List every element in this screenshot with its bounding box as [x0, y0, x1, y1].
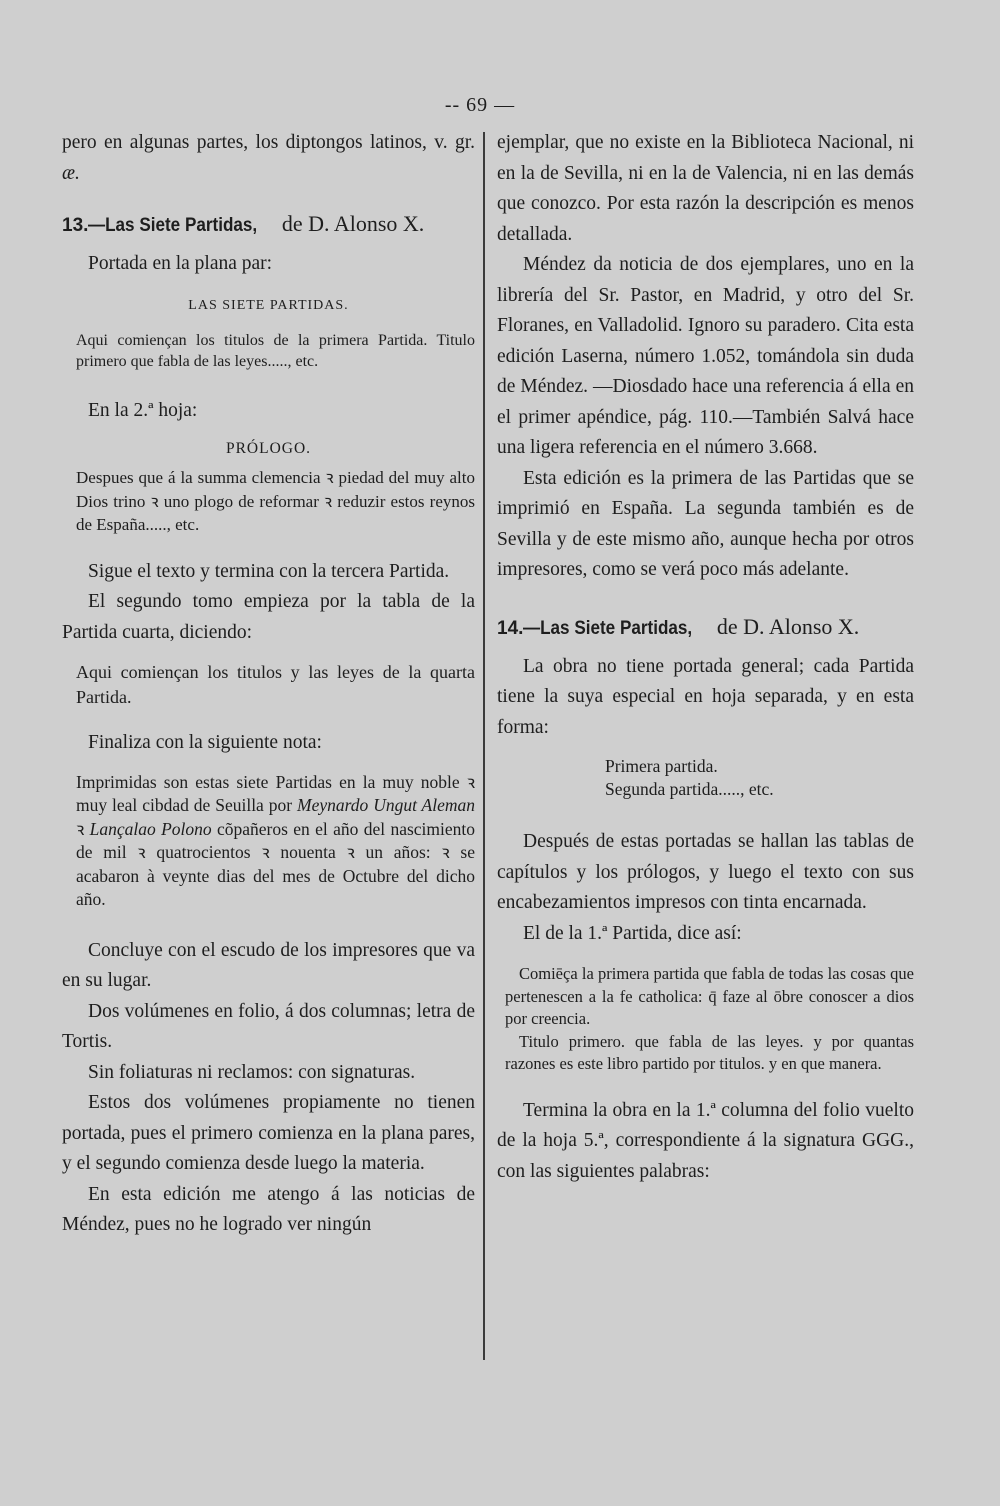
- paragraph: La obra no tiene portada general; cada Partida tiene la suya especial en hoja separada, y en esta forma:: [497, 655, 914, 738]
- paragraph: Méndez da noticia de dos ejemplares, uno en la librería del Sr. Pastor, en Madrid, y otro del Sr. Floranes, en Valladolid. Ignoro su paradero. Cita esta edición Laserna, número 1.052, tomándola sin duda de Méndez. —Diosdado hace una referencia á ella en el primer apéndice, pág. 110.—También Salvá hace una ligera referencia en el número 3.668.: [497, 254, 914, 458]
- paragraph: En la 2.ª hoja:: [88, 399, 198, 421]
- paragraph: Portada en la plana par:: [88, 253, 273, 274]
- entry-title: —Las Siete Partidas,: [523, 617, 693, 639]
- entry-title: —Las Siete Partidas,: [88, 215, 258, 236]
- paragraph: En esta edición me atengo á las noticias de Méndez, pues no he logrado ver ningún: [62, 1183, 475, 1235]
- paragraph: Esta edición es la primera de las Partidas que se imprimió en España. La segunda también es de Sevilla y de este mismo año, aunque hecha por otros impresores, como se verá poco más adelante.: [497, 467, 914, 580]
- entry-heading-13: [62, 209, 475, 241]
- paragraph: pero en algunas partes, los diptongos latinos, v. gr. æ.: [62, 132, 475, 184]
- entry-number: 13.: [62, 215, 89, 236]
- paragraph: Después de estas portadas se hallan las tablas de capítulos y los prólogos, y luego el texto con sus encabezamientos impresos con tinta encarnada.: [497, 831, 914, 913]
- quotation: Comiēça la primera partida que fabla de todas las cosas que pertenescen a la fe catholica: q̄ faze al ōbre conoscer a dios por creencia.: [505, 964, 914, 1028]
- entry-author: de D. Alonso X.: [711, 613, 860, 639]
- paragraph: El de la 1.ª Partida, dice así:: [523, 922, 742, 944]
- entry-author: de D. Alonso X.: [276, 211, 425, 236]
- page-number: -- 69 —: [444, 94, 516, 116]
- portada-list-item: Primera partida.: [605, 756, 718, 776]
- quotation: Aqui comiençan los titulos de la primera Partida. Titulo primero que fabla de las leyes....., etc.: [76, 331, 475, 370]
- quotation: Imprimidas son estas siete Partidas en la muy noble ꝛ muy leal cibdad de Seuilla por Meynardo Ungut Aleman ꝛ Lançalao Polono cõpañeros en el año del nascimiento de mil ꝛ quatrocientos ꝛ nouenta ꝛ un años: ꝛ se acabaron à veynte dias del mes de Octubre del dicho año.: [76, 771, 476, 909]
- paragraph: Termina la obra en la 1.ª columna del folio vuelto de la hoja 5.ª, correspondiente á la signatura GGG., con las siguientes palabras:: [497, 1099, 914, 1182]
- paragraph: Finaliza con la siguiente nota:: [88, 732, 322, 753]
- caps-title: PRÓLOGO.: [225, 440, 312, 457]
- quotation: Aqui comiençan los titulos y las leyes de la quarta Partida.: [76, 662, 475, 707]
- paragraph: El segundo tomo empieza por la tabla de la Partida cuarta, diciendo:: [62, 591, 475, 643]
- caps-title: LAS SIETE PARTIDAS.: [188, 297, 349, 313]
- portada-list-item: Segunda partida....., etc.: [605, 779, 774, 799]
- paragraph: Dos volúmenes en folio, á dos columnas; letra de Tortis.: [62, 1000, 475, 1052]
- paragraph: Concluye con el escudo de los impresores que va en su lugar.: [62, 939, 475, 991]
- paragraph: Estos dos volúmenes propiamente no tienen portada, pues el primero comienza en la plana pares, y el segundo comienza desde luego la materia.: [62, 1092, 475, 1174]
- quotation: Despues que á la summa clemencia ꝛ piedad del muy alto Dios trino ꝛ uno plogo de reformar ꝛ reduzir estos reynos de España....., etc.: [76, 468, 475, 534]
- quotation: Titulo primero. que fabla de las leyes. y por quantas razones es este libro partido por titulos. y en que manera.: [505, 1031, 914, 1073]
- column-divider: [483, 132, 485, 1360]
- entry-number: 14.: [497, 617, 524, 639]
- paragraph: ejemplar, que no existe en la Biblioteca Nacional, ni en la de Sevilla, ni en la de Valencia, ni en las demás que conozco. Por esta razón la descripción es menos detallada.: [497, 132, 914, 245]
- paragraph: Sigue el texto y termina con la tercera Partida.: [88, 560, 450, 582]
- right-column: [497, 128, 914, 1187]
- paragraph: Sin foliaturas ni reclamos: con signaturas.: [88, 1061, 416, 1083]
- left-column: [62, 128, 475, 1241]
- entry-heading-14: [497, 612, 914, 644]
